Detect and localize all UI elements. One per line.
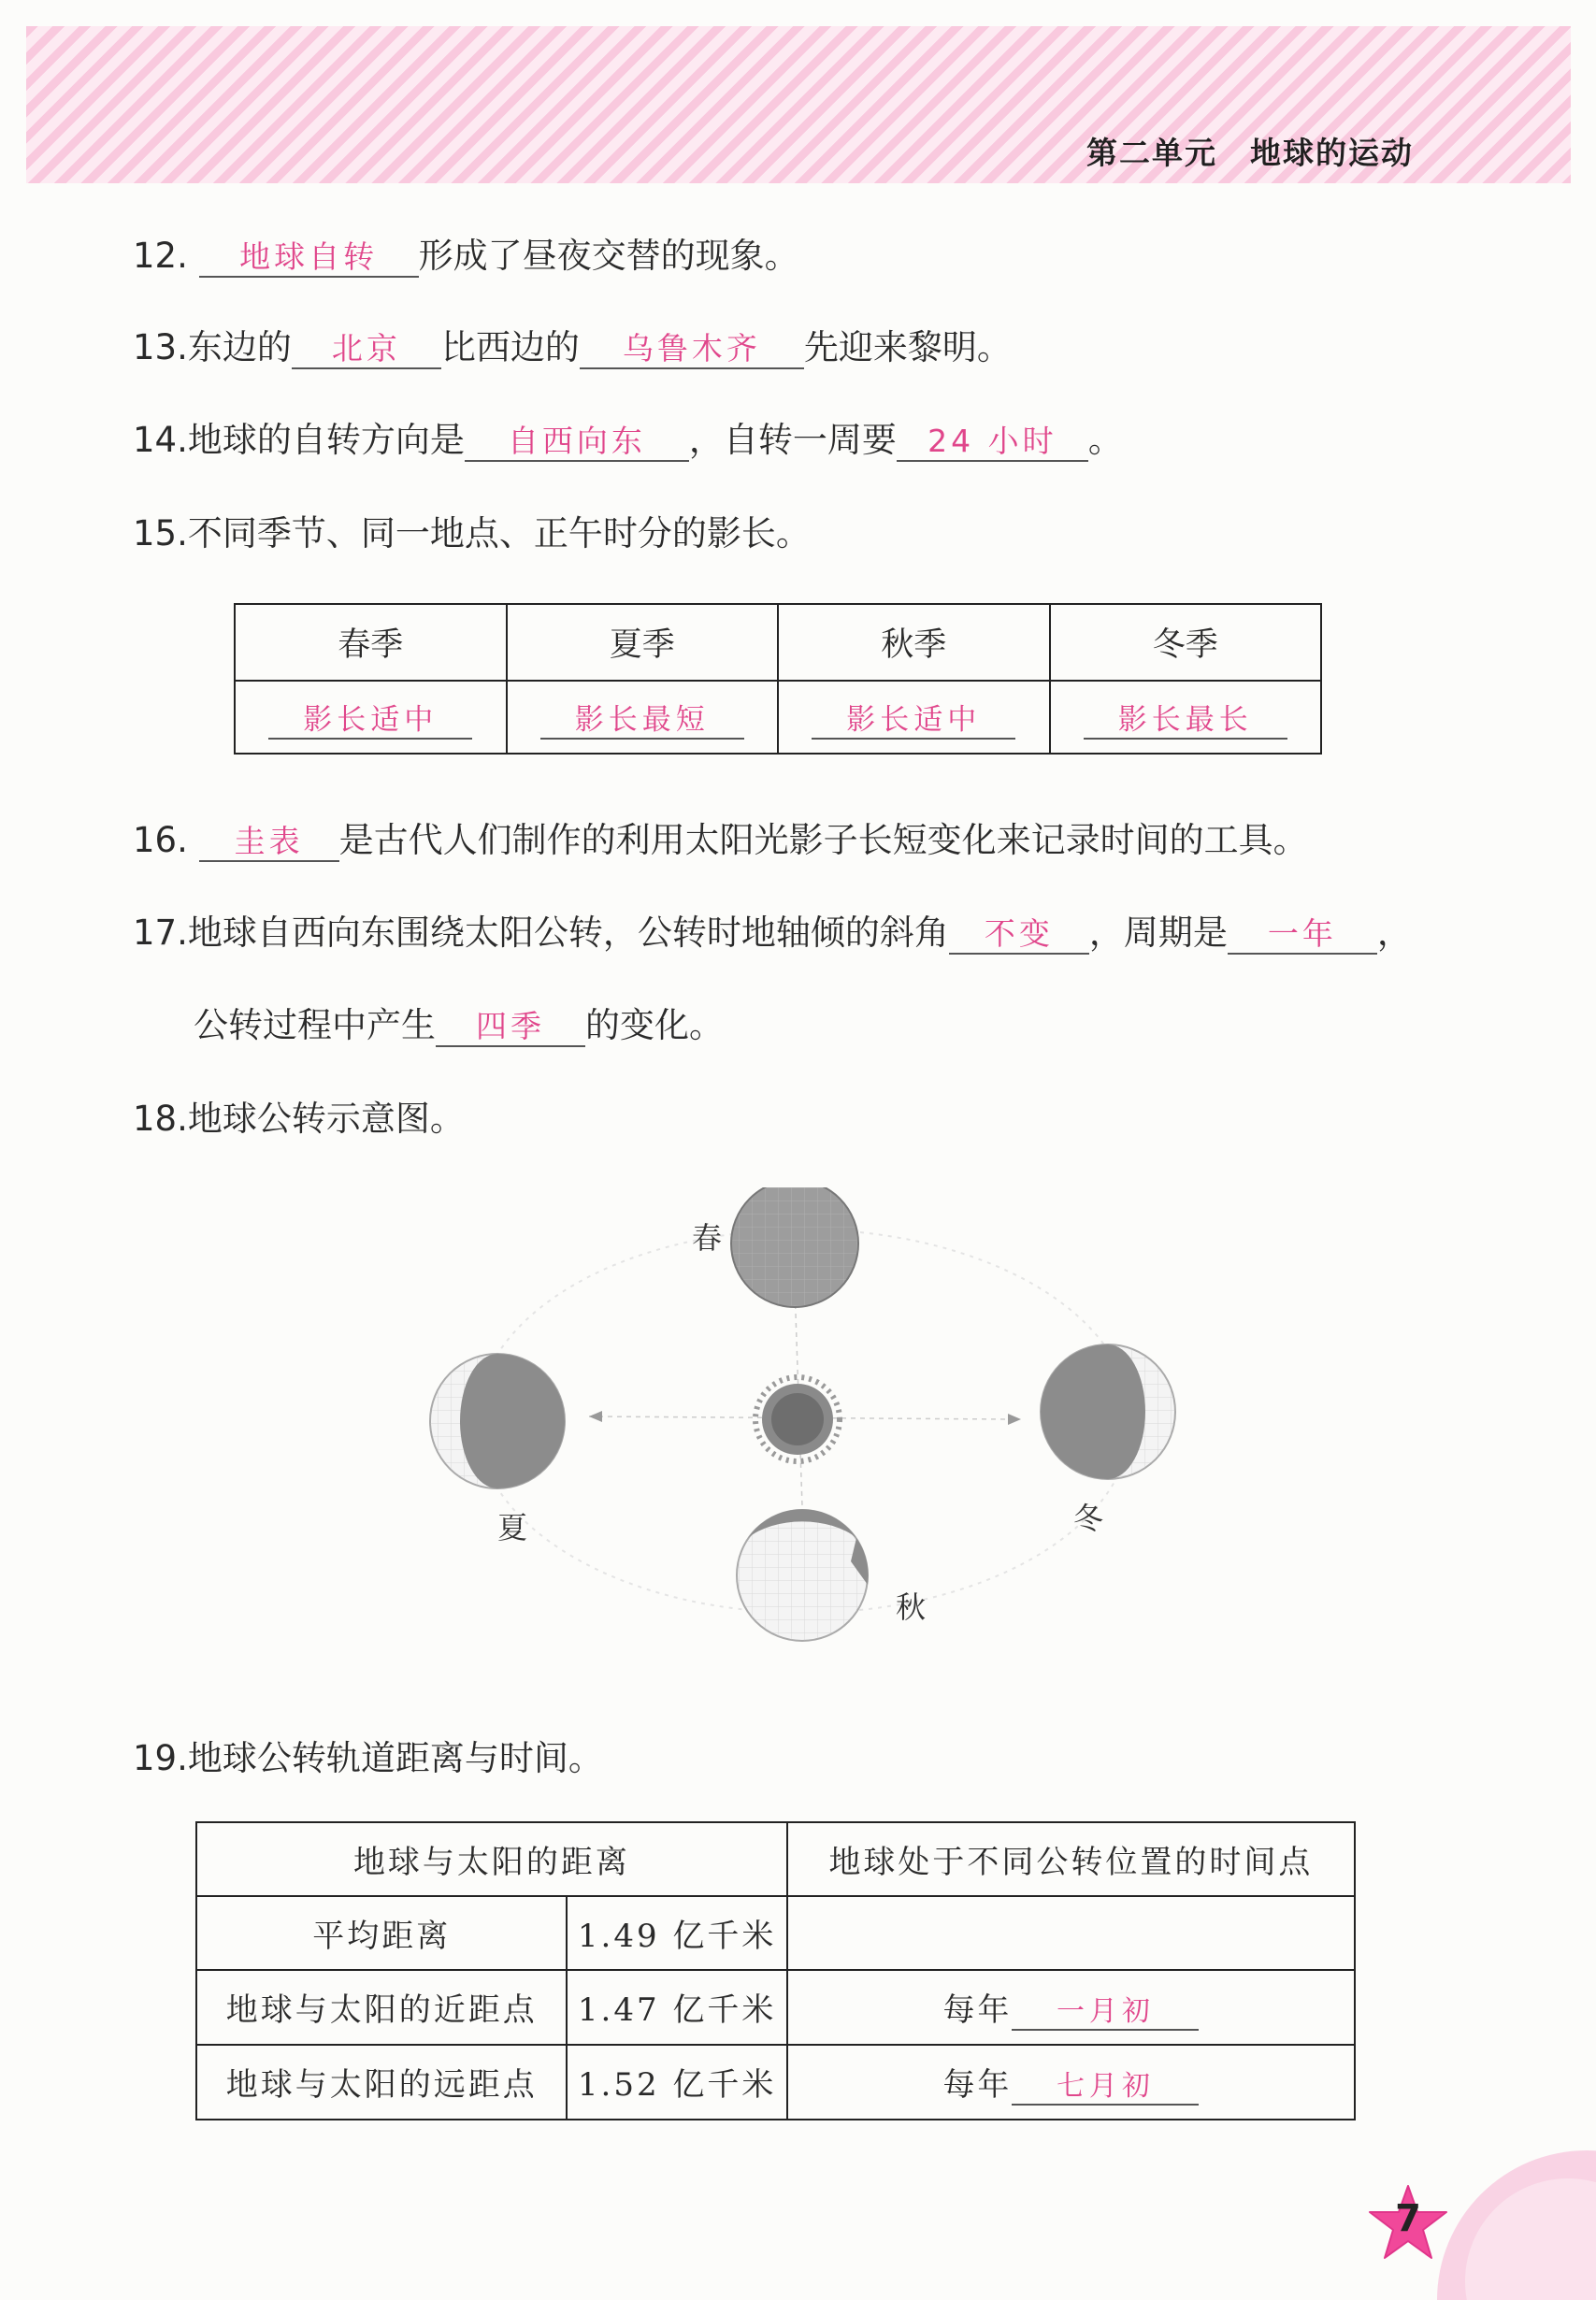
unit-title: 第二单元 地球的运动 xyxy=(1086,135,1414,171)
question-text: ，周期是 xyxy=(1088,913,1228,953)
earth-winter xyxy=(1041,1344,1175,1479)
question-text: 先迎来黎明。 xyxy=(803,327,1012,367)
shadow-length-table xyxy=(234,603,1322,755)
shadow-answer: 影长最长 xyxy=(1084,696,1287,740)
question-13 xyxy=(133,319,1012,369)
label-winter: 冬 xyxy=(1073,1501,1104,1536)
orbit-distance-table xyxy=(195,1821,1356,2120)
question-text: 的变化。 xyxy=(585,1005,724,1045)
time-prefix: 每年 xyxy=(942,2065,1013,2104)
table-header: 地球处于不同公转位置的时间点 xyxy=(787,1822,1355,1896)
question-number: 16. xyxy=(133,820,188,860)
question-17-line2 xyxy=(194,997,724,1047)
question-16 xyxy=(133,812,1308,862)
question-text: 公转过程中产生 xyxy=(194,1005,436,1045)
question-text: 是古代人们制作的利用太阳光影子长短变化来记录时间的工具。 xyxy=(338,820,1308,860)
label-spring: 春 xyxy=(692,1220,723,1256)
time-cell xyxy=(787,2045,1355,2120)
question-14 xyxy=(133,411,1123,462)
distance-label: 平均距离 xyxy=(196,1896,567,1970)
time-cell xyxy=(787,1896,1355,1970)
label-autumn: 秋 xyxy=(896,1589,927,1625)
question-number: 12. xyxy=(133,236,188,276)
time-cell xyxy=(787,1970,1355,2045)
page-number: 7 xyxy=(1395,2197,1421,2240)
question-number: 13. xyxy=(133,327,188,367)
answer-blank: 地球自转 xyxy=(199,238,419,278)
question-text: 形成了昼夜交替的现象。 xyxy=(418,236,799,276)
question-17 xyxy=(133,904,1412,955)
question-text: 。 xyxy=(1087,420,1123,460)
answer-blank: 圭表 xyxy=(199,823,339,862)
distance-label: 地球与太阳的近距点 xyxy=(196,1970,567,2045)
question-text: 比西边的 xyxy=(440,327,580,367)
distance-label: 地球与太阳的远距点 xyxy=(196,2045,567,2120)
answer-blank: 24 小时 xyxy=(897,423,1088,462)
question-18 xyxy=(133,1090,465,1141)
question-number: 19. xyxy=(133,1738,188,1778)
earth-summer xyxy=(430,1354,565,1488)
answer-blank: 一年 xyxy=(1228,915,1377,955)
time-answer: 七月初 xyxy=(1012,2063,1199,2106)
distance-value: 1.52 亿千米 xyxy=(567,2045,786,2120)
earth-orbit-diagram xyxy=(411,1187,1197,1646)
question-number: 15. xyxy=(133,513,188,553)
question-text: 东边的 xyxy=(187,327,292,367)
question-text: 地球公转示意图。 xyxy=(187,1099,465,1139)
sun-icon xyxy=(755,1377,840,1461)
question-text: 不同季节、同一地点、正午时分的影长。 xyxy=(187,513,811,553)
answer-blank: 不变 xyxy=(949,915,1089,955)
answer-blank: 四季 xyxy=(436,1008,585,1047)
question-number: 18. xyxy=(133,1099,188,1139)
distance-value: 1.47 亿千米 xyxy=(567,1970,786,2045)
question-number: 17. xyxy=(133,913,188,953)
page-number-badge xyxy=(1367,2184,1449,2261)
distance-value: 1.49 亿千米 xyxy=(567,1896,786,1970)
shadow-answer: 影长适中 xyxy=(268,696,472,740)
earth-autumn xyxy=(737,1509,869,1641)
question-text: 地球的自转方向是 xyxy=(187,420,465,460)
shadow-answer: 影长最短 xyxy=(540,696,744,740)
earth-spring xyxy=(731,1187,858,1307)
answer-blank: 自西向东 xyxy=(465,423,689,462)
season-header: 秋季 xyxy=(778,604,1050,681)
time-prefix: 每年 xyxy=(942,1991,1013,2029)
question-text: ，自转一周要 xyxy=(688,420,897,460)
season-header: 春季 xyxy=(235,604,507,681)
question-12 xyxy=(133,227,799,278)
label-summer: 夏 xyxy=(497,1510,528,1545)
table-header: 地球与太阳的距离 xyxy=(196,1822,787,1896)
answer-blank: 乌鲁木齐 xyxy=(580,330,804,369)
time-answer: 一月初 xyxy=(1012,1988,1199,2031)
question-text: 地球公转轨道距离与时间。 xyxy=(187,1738,603,1778)
answer-blank: 北京 xyxy=(292,330,441,369)
shadow-answer: 影长适中 xyxy=(812,696,1015,740)
question-text: ， xyxy=(1376,913,1412,953)
question-15 xyxy=(133,505,811,555)
season-header: 夏季 xyxy=(507,604,779,681)
season-header: 冬季 xyxy=(1050,604,1322,681)
question-19 xyxy=(133,1730,603,1780)
question-number: 14. xyxy=(133,420,188,460)
question-text: 地球自西向东围绕太阳公转，公转时地轴倾的斜角 xyxy=(187,913,949,953)
